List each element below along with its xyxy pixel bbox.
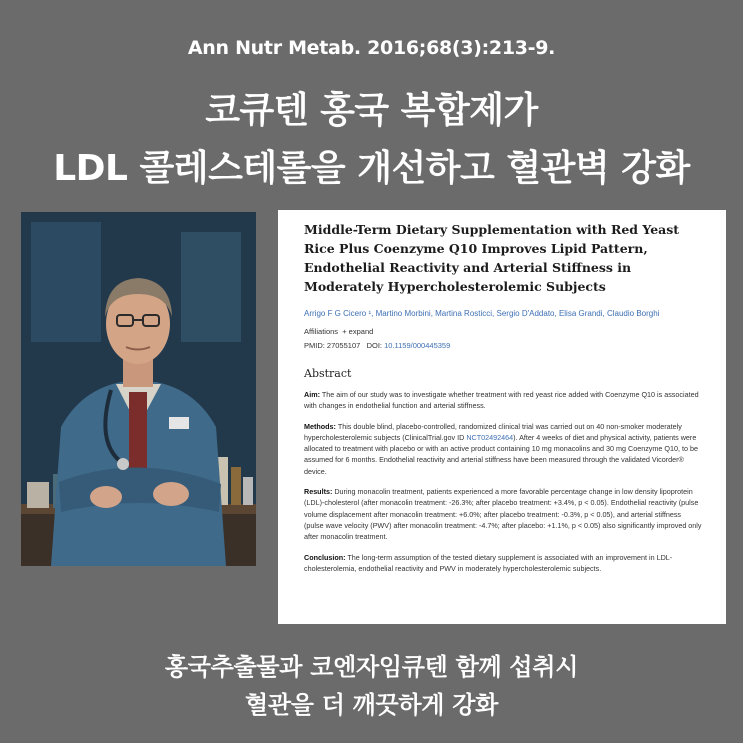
abstract-methods [304,421,702,477]
abstract-aim [304,389,702,412]
conclusion-label: Conclusion: [304,552,346,562]
pmid: PMID: 27055107 [304,341,361,350]
methods-text-b: ). After 4 weeks of diet and physical activity, patients were allocated to treatment with placebo or with an active product containing 10 mg monacolins and 30 mg Coenzyme Q10, to be assumed for 6 months. Endothelial reactivity and arterial stiffness have been measured through the validated Vicorder® device. [304,432,698,476]
clinical-trial-link[interactable]: NCT02492464 [466,432,514,442]
results-label: Results: [304,487,333,497]
paper-meta [304,325,702,353]
abstract-results [304,486,702,542]
conclusion-text: The long-term assumption of the tested dietary supplement is associated with an improvement in LDL-cholesterolemia, endothelial reactivity and PWV in moderately hypercholesterolemic subjects. [304,552,673,573]
bottom-line-1: 홍국추출물과 코엔자임큐텐 함께 섭취시 [164,653,579,681]
affiliations-label: Affiliations [304,327,339,336]
methods-text-a: This double blind, placebo-controlled, randomized clinical trial was carried out on 40 non-smoker moderately hypercholesterolemic subjects (ClinicalTrial.gov ID [304,421,682,442]
citation: Ann Nutr Metab. 2016;68(3):213-9. [187,37,556,59]
abstract-conclusion [304,552,702,575]
methods-label: Methods: [304,421,336,431]
aim-text: The aim of our study was to investigate whether treatment with red yeast rice added with Coenzyme Q10 is associated with changes in endothelial function and arterial stiffness. [304,390,699,411]
paper-abstract-card [278,210,726,624]
paper-authors[interactable]: Arrigo F G Cicero ¹, Martino Morbini, Martina Rosticci, Sergio D'Addato, Elisa Grandi, Claudio Borghi [304,309,660,318]
doctor-portrait [21,212,256,566]
expand-affiliations-button[interactable]: + expand [342,327,374,336]
doctor-portrait-icon [21,212,256,566]
headline-line-2: LDL 콜레스테롤을 개선하고 혈관벽 강화 [53,148,690,189]
abstract-heading: Abstract [304,367,352,380]
headline-line-1: 코큐텐 홍국 복합제가 [205,90,538,131]
doi-link[interactable]: 10.1159/000445359 [384,341,451,350]
paper-title: Middle-Term Dietary Supplementation with Red Yeast Rice Plus Coenzyme Q10 Improves Lipid Pattern, Endothelial Reactivity and Arterial Stiffness in Moderately Hypercholesterolemic Subjects [304,222,680,294]
doi-prefix: DOI: [366,341,385,350]
results-text: During monacolin treatment, patients experienced a more favorable percentage change in low density lipoprotein (LDL)-cholesterol (after monacolin treatment: -26.3%; after placebo treatment: +3.4%, p < 0.05). Endothelial reactivity (pulse volume displacement after monacolin treatment: +6.0%; after placebo treatment: -0.3%, p < 0.05), and arterial stiffness (pulse wave velocity (PWV) after monacolin treatment: -4.7%; after placebo: +1.1%, p < 0.05) also significantly improved only after monacolin treatment. [304,487,702,542]
bottom-line-2: 혈관을 더 깨끗하게 강화 [244,691,498,719]
aim-label: Aim: [304,390,320,399]
